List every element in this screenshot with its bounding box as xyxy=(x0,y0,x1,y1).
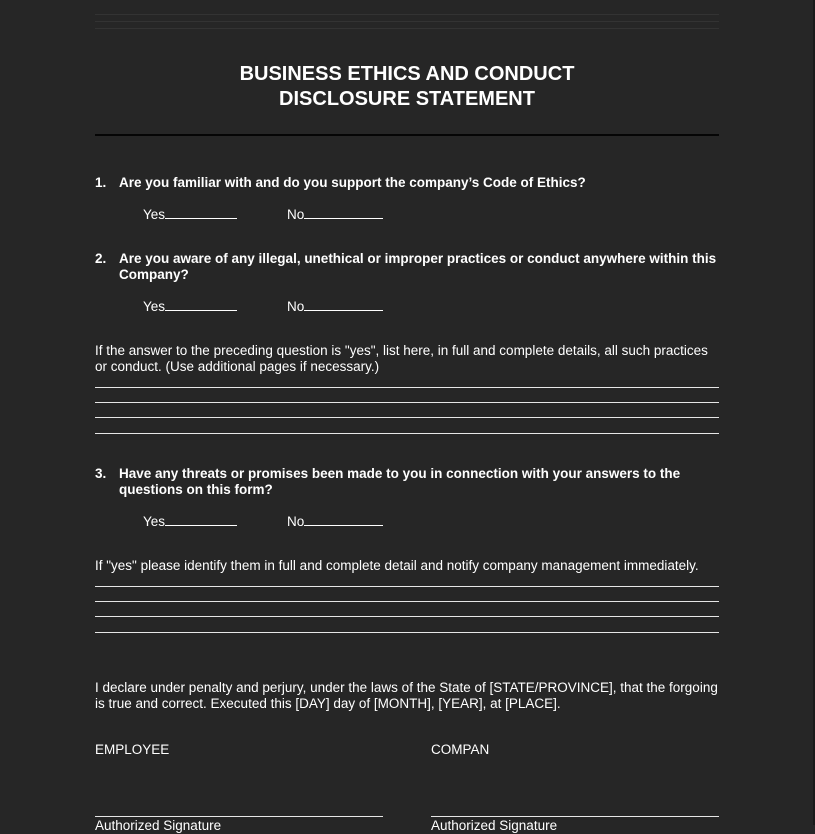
question-text: Are you familiar with and do you support the company’s Code of Ethics? xyxy=(119,175,586,190)
no-label: No xyxy=(287,514,305,529)
answer-line[interactable] xyxy=(95,616,719,617)
question-number: 1. xyxy=(95,175,107,190)
employee-signature-caption: Authorized Signature xyxy=(95,818,222,833)
question-number: 3. xyxy=(95,466,107,481)
question-1 xyxy=(95,175,719,191)
yes-blank[interactable] xyxy=(165,512,237,526)
no-label: No xyxy=(287,207,305,222)
no-label: No xyxy=(287,299,305,314)
answer-line[interactable] xyxy=(95,586,719,587)
answer-line[interactable] xyxy=(95,402,719,403)
q2-no-field[interactable] xyxy=(287,297,383,315)
company-signature-caption: Authorized Signature xyxy=(431,818,558,833)
no-blank[interactable] xyxy=(304,297,383,311)
question-number: 2. xyxy=(95,251,107,266)
q3-no-field[interactable] xyxy=(287,512,383,530)
yes-label: Yes xyxy=(143,207,166,222)
q2-followup-instructions: If the answer to the preceding question is "yes", list here, in full and complete details, all such practices or conduct. (Use additional pages if necessary.) xyxy=(95,343,708,374)
answer-line[interactable] xyxy=(95,387,719,388)
answer-line[interactable] xyxy=(95,632,719,633)
declaration-statement: I declare under penalty and perjury, under the laws of the State of [STATE/PROVINCE], that the forgoing is true and correct. Executed this [DAY] day of [MONTH], [YEAR], at [PLACE]. xyxy=(95,680,718,711)
company-signature-line[interactable] xyxy=(431,816,719,817)
answer-line[interactable] xyxy=(95,417,719,418)
q2-yes-field[interactable] xyxy=(143,297,237,315)
yes-label: Yes xyxy=(143,299,166,314)
q3-followup-instructions: If "yes" please identify them in full and complete detail and notify company management immediately. xyxy=(95,558,699,573)
answer-line[interactable] xyxy=(95,601,719,602)
no-blank[interactable] xyxy=(304,205,383,219)
faint-header-text xyxy=(95,14,719,38)
document-title-line-2: DISCLOSURE STATEMENT xyxy=(279,88,535,110)
yes-blank[interactable] xyxy=(165,297,237,311)
no-blank[interactable] xyxy=(304,512,383,526)
employee-signature-line[interactable] xyxy=(95,816,383,817)
question-text: Have any threats or promises been made to you in connection with your answers to the questions on this form? xyxy=(119,466,681,497)
document-title-line-1: BUSINESS ETHICS AND CONDUCT xyxy=(239,63,575,85)
yes-blank[interactable] xyxy=(165,205,237,219)
question-3 xyxy=(95,466,719,498)
q1-no-field[interactable] xyxy=(287,205,383,223)
employee-label: EMPLOYEE xyxy=(95,742,170,757)
q3-yes-field[interactable] xyxy=(143,512,237,530)
answer-line[interactable] xyxy=(95,433,719,434)
question-2 xyxy=(95,251,719,283)
company-label: COMPAN xyxy=(431,742,490,757)
title-divider xyxy=(95,134,719,136)
question-text: Are you aware of any illegal, unethical or improper practices or conduct anywhere within this Company? xyxy=(119,251,717,282)
yes-label: Yes xyxy=(143,514,166,529)
q1-yes-field[interactable] xyxy=(143,205,237,223)
